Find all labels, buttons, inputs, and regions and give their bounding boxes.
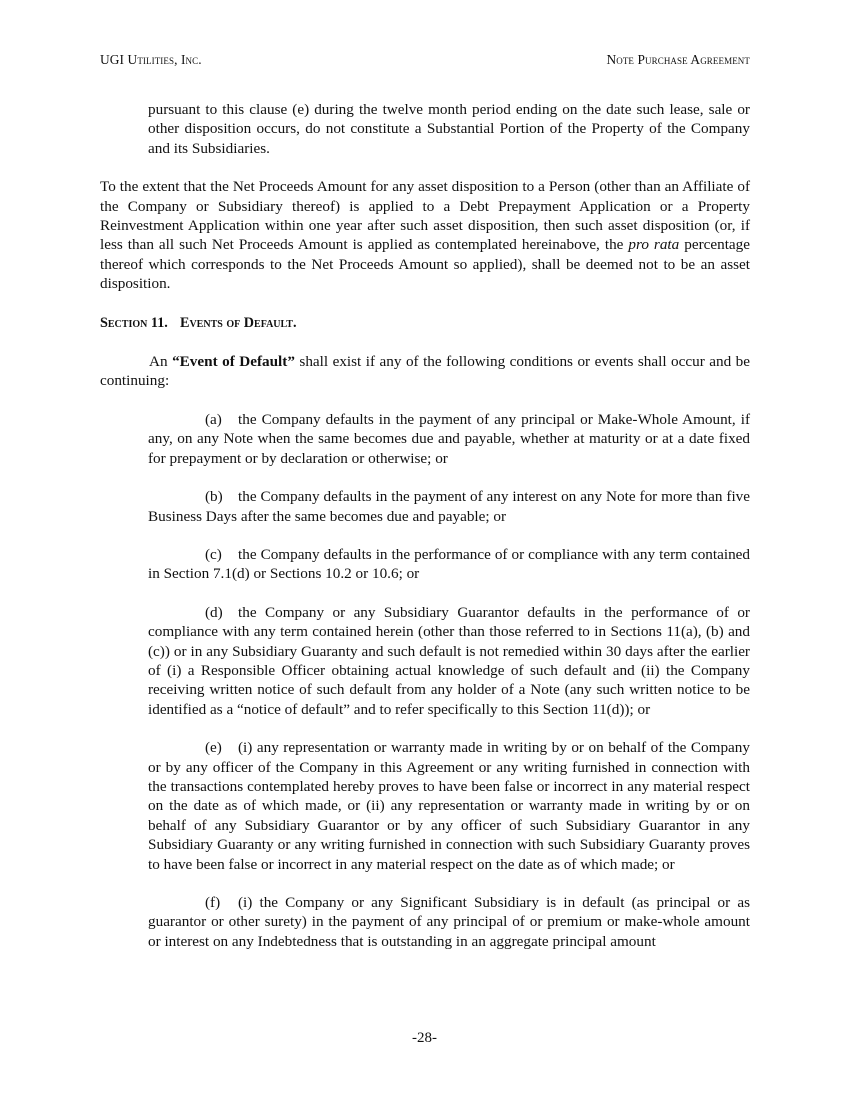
- intro-text-1: An: [149, 353, 173, 371]
- clause-a: [148, 410, 750, 468]
- section-heading: [100, 314, 750, 333]
- clause-c-text: the Company defaults in the performance of or compliance with any term contained in Section 7.1(d) or Sections 10.2 or 10.6; or: [148, 545, 750, 583]
- net-proceeds-paragraph: [100, 177, 750, 293]
- section-number: Section 11.: [100, 314, 168, 331]
- clause-c: [148, 545, 750, 584]
- section-title: Events of Default: [180, 314, 293, 331]
- clause-d-text: the Company or any Subsidiary Guarantor defaults in the performance of or compliance with any term contained herein (other than those referred to in Sections 11(a), (b) and (c)) or in any Subsidiary Guaranty and such default is not remedied within 30 days after the earlier of (i) a Responsible Officer obtaining actual knowledge of such default and (ii) the Company receiving written notice of such default from any holder of a Note (any such written notice to be identified as a “notice of default” and to refer specifically to this Section 11(d)); or: [148, 603, 750, 718]
- clause-e: [148, 738, 750, 874]
- events-intro-paragraph: [100, 352, 750, 391]
- clause-b-text: the Company defaults in the payment of any interest on any Note for more than five Business Days after the same becomes due and payable; or: [148, 488, 750, 525]
- clause-a-text: the Company defaults in the payment of any principal or Make-Whole Amount, if any, on any Note when the same becomes due and payable, whether at maturity or at a date fixed for prepayment or by declaration or otherwise; or: [148, 410, 750, 467]
- clause-a-label: (a): [205, 410, 222, 428]
- section-title-period: .: [292, 314, 297, 331]
- continuation-paragraph: pursuant to this clause (e) during the twelve month period ending on the date such lease, sale or other disposition occurs, do not constitute a Substantial Portion of the Property of the Company and its Subsidiaries.: [148, 101, 750, 157]
- header-company-name: UGI Utilities, Inc.: [100, 52, 202, 67]
- page-body: [100, 100, 750, 951]
- clause-b: [148, 487, 750, 526]
- clause-d: [148, 603, 750, 719]
- clause-f: [148, 893, 750, 951]
- clause-f-label: (f): [205, 894, 221, 911]
- intro-text-2: shall exist if any of the following conditions or events shall occur and be continuing:: [100, 353, 750, 390]
- pro-rata-term: pro rata: [628, 236, 680, 254]
- page-number: -28-: [412, 1030, 437, 1046]
- running-header: [100, 52, 750, 72]
- net-proceeds-text-1: To the extent that the Net Proceeds Amount for any asset disposition to a Person (other than an Affiliate of the Company or Subsidiary thereof) is applied to a Debt Prepayment Application or a Property Reinvestment Application within one year after such asset disposition, then such asset disposition (or, if less than all such Net Proceeds Amount is applied as contemplated hereinabove, the: [100, 178, 750, 254]
- clause-f-text: (i) the Company or any Significant Subsidiary is in default (as principal or as guarantor or other surety) in the payment of any principal of or premium or make-whole amount or interest on any Indebtedness that is outstanding in an aggregate principal amount: [148, 894, 750, 950]
- defined-term-event-of-default: “Event of Default”: [172, 353, 295, 371]
- clause-c-label: (c): [205, 545, 222, 563]
- net-proceeds-text-2: percentage thereof which corresponds to the Net Proceeds Amount so applied), shall be deemed not to be an asset disposition.: [100, 236, 751, 293]
- clause-d-label: (d): [205, 603, 223, 621]
- clause-b-label: (b): [205, 488, 223, 506]
- clause-e-label: (e): [205, 739, 222, 757]
- clause-e-text: (i) any representation or warranty made in writing by or on behalf of the Company or by any officer of the Company in this Agreement or any writing furnished in connection with the transactions contemplated hereby proves to have been false or incorrect in any material respect on the date as of which made, or (ii) any representation or warranty made in writing by or on behalf of any Subsidiary Guarantor or by any officer of such Subsidiary Guarantor in any Subsidiary Guaranty or any writing furnished in connection with such Subsidiary Guaranty proves to have been false or incorrect in any material respect on the date as of which made; or: [148, 739, 750, 873]
- header-document-title: Note Purchase Agreement: [606, 52, 750, 67]
